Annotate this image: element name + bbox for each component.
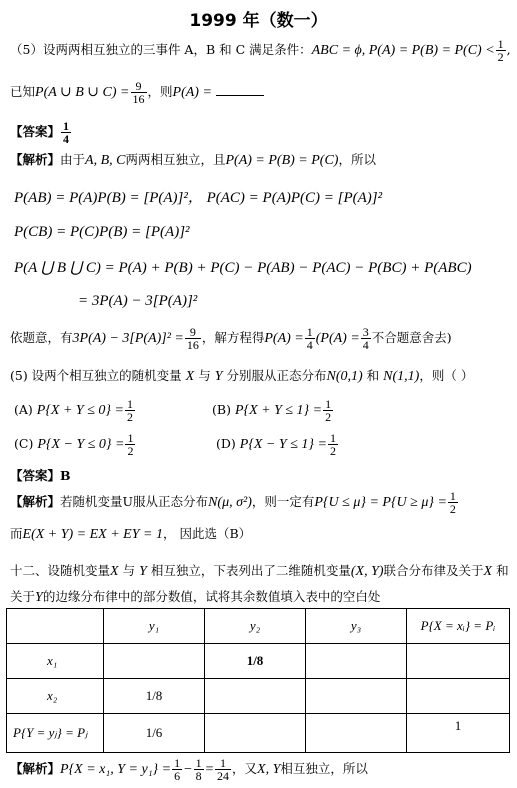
option-label: (D) bbox=[216, 436, 236, 451]
option-label: (B) bbox=[212, 402, 231, 417]
math-expression: P{X + Y ≤ 1} = bbox=[234, 403, 323, 418]
label-text: 相互独立，下表列出了二维随机变量 bbox=[150, 563, 351, 578]
fraction: $\frac{1}{4}$ bbox=[306, 325, 313, 352]
table-cell bbox=[306, 644, 407, 679]
label-text: ， 因此选（B） bbox=[162, 526, 252, 541]
fraction: $\frac{1}{8}$ bbox=[195, 756, 202, 783]
option-c bbox=[14, 432, 136, 457]
table-cell: 1/6 bbox=[104, 714, 205, 753]
table-header-cell: y₁ bbox=[104, 609, 205, 644]
problem5-text: （5）设两两相互独立的三事件 A，B 和 C 满足条件： bbox=[10, 42, 312, 57]
answer1 bbox=[10, 120, 72, 145]
problem5b-stem bbox=[10, 369, 473, 385]
answer-label: 【答案】 bbox=[10, 124, 61, 139]
table-row bbox=[7, 644, 510, 679]
table-cell bbox=[306, 714, 407, 753]
label-text: ，则一定有 bbox=[251, 494, 315, 509]
label-text: 相互独立，所以 bbox=[280, 761, 368, 776]
fraction: $\frac{3}{4}$ bbox=[362, 325, 369, 352]
label-text: 十二、设随机变量 bbox=[10, 563, 111, 578]
math-expression: Y bbox=[214, 369, 223, 384]
page-title: 1999 年（数一） bbox=[189, 11, 328, 31]
analysis-label: 【解析】 bbox=[10, 494, 61, 509]
label-text: 已知 bbox=[10, 84, 36, 99]
fraction: $\frac{1}{24}$ bbox=[217, 756, 230, 783]
fraction: $\frac{1}{2}$ bbox=[329, 431, 336, 458]
label-text: 两两相互独立，且 bbox=[125, 152, 226, 167]
math-expression: P{U ≤ μ} = P{U ≥ μ} = bbox=[314, 495, 447, 510]
table-row bbox=[7, 714, 510, 753]
math-expression: P(A) = bbox=[264, 331, 304, 346]
analysis-label: 【解析】 bbox=[10, 152, 61, 167]
equation-3: P(A ⋃ B ⋃ C) = P(A) + P(B) + P(C) − P(AB) − P(AC) − P(BC) + P(ABC) bbox=[14, 260, 472, 276]
option-a bbox=[14, 398, 136, 423]
problem12-line1 bbox=[10, 564, 509, 580]
label-text: ，则（ ） bbox=[419, 368, 474, 383]
equation-1: P(AB) = P(A)P(B) = [P(A)]²， P(AC) = P(A)P(C) = [P(A)]² bbox=[14, 190, 383, 206]
math-expression: P(A ∪ B ∪ C) = bbox=[35, 85, 130, 100]
label-text: ，又 bbox=[232, 761, 258, 776]
math-expression: X, Y bbox=[257, 762, 281, 777]
label-text: 与 bbox=[198, 368, 211, 383]
label-text: 若随机变量U服从正态分布 bbox=[60, 494, 209, 509]
fraction: $\frac{1}{2}$ bbox=[497, 37, 504, 64]
problem5-condition: ABC = ϕ, P(A) = P(B) = P(C) < bbox=[311, 43, 495, 58]
fraction: $\frac{1}{2}$ bbox=[126, 397, 133, 424]
fraction: $\frac{1}{2}$ bbox=[325, 397, 332, 424]
table-header-cell: y₃ bbox=[306, 609, 407, 644]
label-text: 依题意，有 bbox=[10, 330, 73, 345]
fraction: $\frac{9}{16}$ bbox=[132, 79, 145, 106]
analysis2-line1 bbox=[10, 490, 459, 515]
problem12-line2 bbox=[10, 590, 380, 606]
option-label: (C) bbox=[14, 436, 34, 451]
math-expression: − bbox=[183, 762, 193, 777]
math-expression: P{X − Y ≤ 1} = bbox=[239, 437, 327, 452]
table-header-cell bbox=[7, 609, 104, 644]
problem5-line1: （5）设两两相互独立的三事件 A，B 和 C 满足条件：ABC = ϕ, P(A) = P(B) = P(C) < $\frac{1}{2}$ , bbox=[10, 37, 511, 64]
table-row-header: x₂ bbox=[7, 679, 104, 714]
math-expression: N(μ, σ²) bbox=[208, 495, 252, 510]
table-row-header: P{Y = yⱼ} = Pⱼ bbox=[7, 714, 104, 753]
fraction: $\frac{9}{16}$ bbox=[186, 325, 199, 352]
equation-4: = 3P(A) − 3[P(A)]² bbox=[78, 293, 198, 309]
analysis2-line2 bbox=[10, 527, 251, 543]
analysis1-conclusion bbox=[10, 326, 452, 351]
option-b bbox=[212, 398, 334, 423]
math-expression: X bbox=[483, 564, 493, 579]
label-text: ，所以 bbox=[338, 152, 376, 167]
math-expression: E(X + Y) = EX + EY = 1 bbox=[22, 527, 163, 542]
label-text: 分别服从正态分布 bbox=[226, 368, 327, 383]
label-text: 由于 bbox=[60, 152, 86, 167]
option-d bbox=[216, 432, 339, 457]
equation-2: P(CB) = P(C)P(B) = [P(A)]² bbox=[14, 224, 190, 240]
table-header-row bbox=[7, 609, 510, 644]
fraction: $\frac{1}{4}$ bbox=[63, 119, 70, 146]
problem5-line2 bbox=[10, 80, 264, 105]
table-row-header: x₁ bbox=[7, 644, 104, 679]
label-text: 联合分布律及关于 bbox=[383, 563, 484, 578]
math-expression: P(A) = bbox=[172, 85, 212, 100]
math-expression: Y bbox=[139, 564, 147, 579]
math-expression: (P(A) = bbox=[315, 331, 360, 346]
fraction: $\frac{1}{2}$ bbox=[449, 489, 456, 516]
label-text: 而 bbox=[10, 526, 23, 541]
analysis3-line1 bbox=[10, 757, 368, 782]
answer2: 【答案】B bbox=[10, 468, 71, 483]
label-text: 和 bbox=[366, 368, 380, 383]
answer-blank bbox=[216, 85, 264, 96]
option-label: (A) bbox=[14, 402, 33, 417]
table-cell bbox=[205, 679, 306, 714]
math-expression: X bbox=[110, 564, 119, 579]
label-text: ，解方程得 bbox=[201, 330, 265, 345]
math-expression: X bbox=[185, 369, 195, 384]
label-text: (5) 设两个相互独立的随机变量 bbox=[10, 368, 182, 383]
label-text: ，则 bbox=[147, 84, 173, 99]
math-expression: (X, Y) bbox=[350, 564, 384, 579]
math-expression: P{X − Y ≤ 0} = bbox=[37, 437, 125, 452]
table-header-cell: y₂ bbox=[205, 609, 306, 644]
math-expression: A, B, C bbox=[85, 153, 126, 168]
table-header-cell: P{X = xᵢ} = Pᵢ bbox=[407, 609, 510, 644]
analysis-label: 【解析】 bbox=[10, 761, 61, 776]
label-text: 与 bbox=[122, 563, 136, 578]
fraction: $\frac{1}{2}$ bbox=[127, 431, 134, 458]
label-text: 关于 bbox=[10, 589, 36, 604]
math-expression: P{X + Y ≤ 0} = bbox=[36, 403, 124, 418]
label-text: 的边缘分布律中的部分数值，试将其余数值填入表中的空白处 bbox=[42, 589, 381, 604]
table-cell bbox=[104, 644, 205, 679]
table-cell: 1/8 bbox=[205, 644, 306, 679]
distribution-table bbox=[6, 608, 510, 753]
table-cell bbox=[306, 679, 407, 714]
table-cell bbox=[205, 714, 306, 753]
table-row bbox=[7, 679, 510, 714]
label-text: 和 bbox=[496, 563, 509, 578]
fraction: $\frac{1}{6}$ bbox=[174, 756, 181, 783]
math-expression: N(0,1) bbox=[326, 369, 363, 384]
math-expression: P(A) = P(B) = P(C) bbox=[225, 153, 339, 168]
table-cell bbox=[407, 679, 510, 714]
math-expression: 3P(A) − 3[P(A)]² = bbox=[72, 331, 184, 346]
analysis1-line1 bbox=[10, 153, 376, 169]
math-expression: P{X = x₁, Y = y₁} = bbox=[60, 762, 172, 777]
table-cell: 1/8 bbox=[104, 679, 205, 714]
table-cell: 1 bbox=[407, 714, 510, 753]
math-expression: N(1,1) bbox=[383, 369, 420, 384]
label-text: 不合题意舍去) bbox=[371, 330, 452, 345]
math-expression: Y bbox=[35, 590, 43, 605]
table-cell bbox=[407, 644, 510, 679]
math-expression: = bbox=[204, 762, 215, 777]
